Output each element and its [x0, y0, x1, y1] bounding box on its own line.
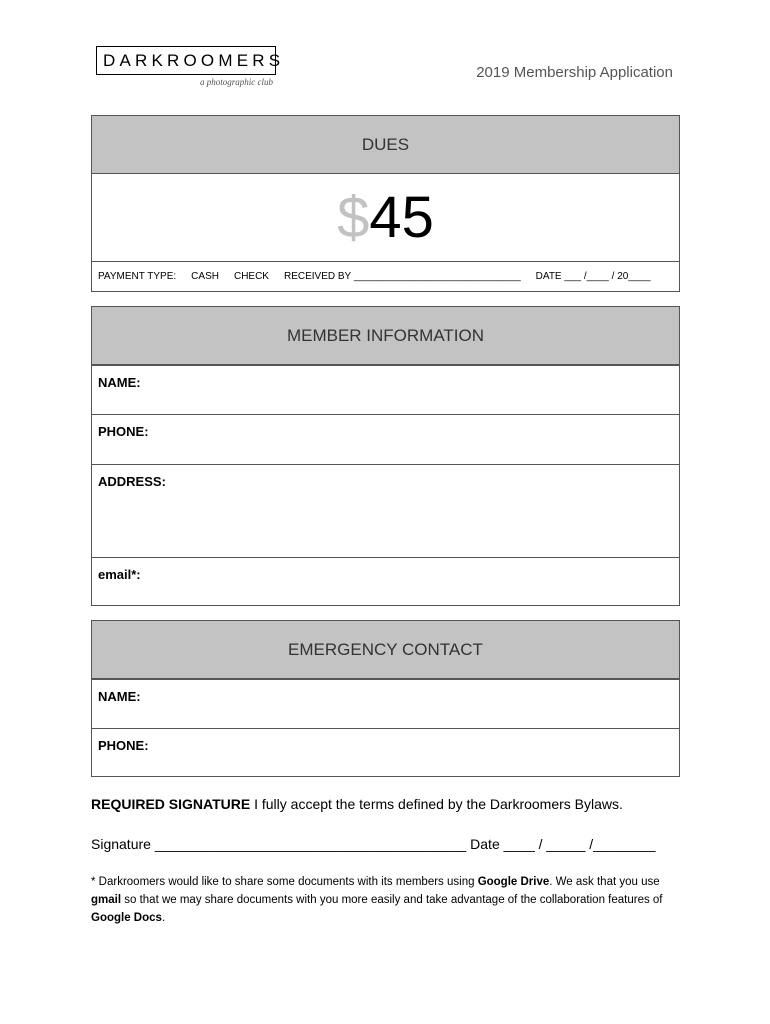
footnote-google-drive: Google Drive: [477, 876, 550, 888]
dues-amount: [92, 174, 679, 262]
footnote-part3: so that we may share documents with you more easily and take advantage of the collaboration features of: [121, 894, 663, 906]
currency-symbol: $: [337, 184, 370, 250]
emergency-name-label: NAME:: [98, 689, 141, 704]
check-option[interactable]: CHECK: [233, 271, 269, 282]
footnote: [91, 873, 691, 927]
footnote-part2: . We ask that you use: [549, 876, 660, 888]
logo: [96, 46, 285, 87]
footnote-part4: .: [161, 912, 166, 924]
required-signature-statement: [91, 796, 623, 812]
signature-line[interactable]: Signature ________________________________________ Date ____ / _____ /________: [91, 836, 656, 852]
required-signature-text: I fully accept the terms defined by the Darkroomers Bylaws.: [250, 796, 623, 812]
received-by-field[interactable]: RECEIVED BY ______________________________: [283, 271, 521, 282]
emergency-phone-field[interactable]: [92, 728, 679, 776]
member-phone-label: PHONE:: [98, 424, 149, 439]
logo-tagline: a photographic club: [200, 77, 273, 87]
emergency-contact-section: [91, 620, 680, 777]
dues-date-field[interactable]: DATE ___ /____ / 20____: [535, 271, 651, 282]
member-phone-field[interactable]: [92, 414, 679, 464]
footnote-google-docs: Google Docs: [91, 912, 162, 924]
amount-value: 45: [369, 184, 434, 250]
emergency-name-field[interactable]: [92, 679, 679, 728]
member-name-field[interactable]: [92, 365, 679, 414]
footnote-part1: * Darkroomers would like to share some documents with its members using: [91, 876, 478, 888]
dues-heading: DUES: [92, 116, 679, 174]
dues-section: [91, 115, 680, 292]
member-name-label: NAME:: [98, 375, 141, 390]
logo-text: DARKROOMERS: [96, 46, 276, 75]
payment-row: [92, 262, 679, 291]
member-email-label: email*:: [98, 567, 141, 582]
emergency-contact-heading: EMERGENCY CONTACT: [92, 621, 679, 679]
member-information-heading: MEMBER INFORMATION: [92, 307, 679, 365]
payment-type-label: PAYMENT TYPE:: [98, 271, 177, 282]
member-address-field[interactable]: [92, 464, 679, 557]
cash-option[interactable]: CASH: [191, 271, 219, 282]
footnote-gmail: gmail: [91, 894, 122, 906]
member-email-field[interactable]: [92, 557, 679, 605]
document-title: 2019 Membership Application: [476, 64, 673, 81]
emergency-phone-label: PHONE:: [98, 738, 149, 753]
member-information-section: [91, 306, 680, 606]
required-signature-label: REQUIRED SIGNATURE: [91, 796, 251, 812]
member-address-label: ADDRESS:: [98, 474, 166, 489]
